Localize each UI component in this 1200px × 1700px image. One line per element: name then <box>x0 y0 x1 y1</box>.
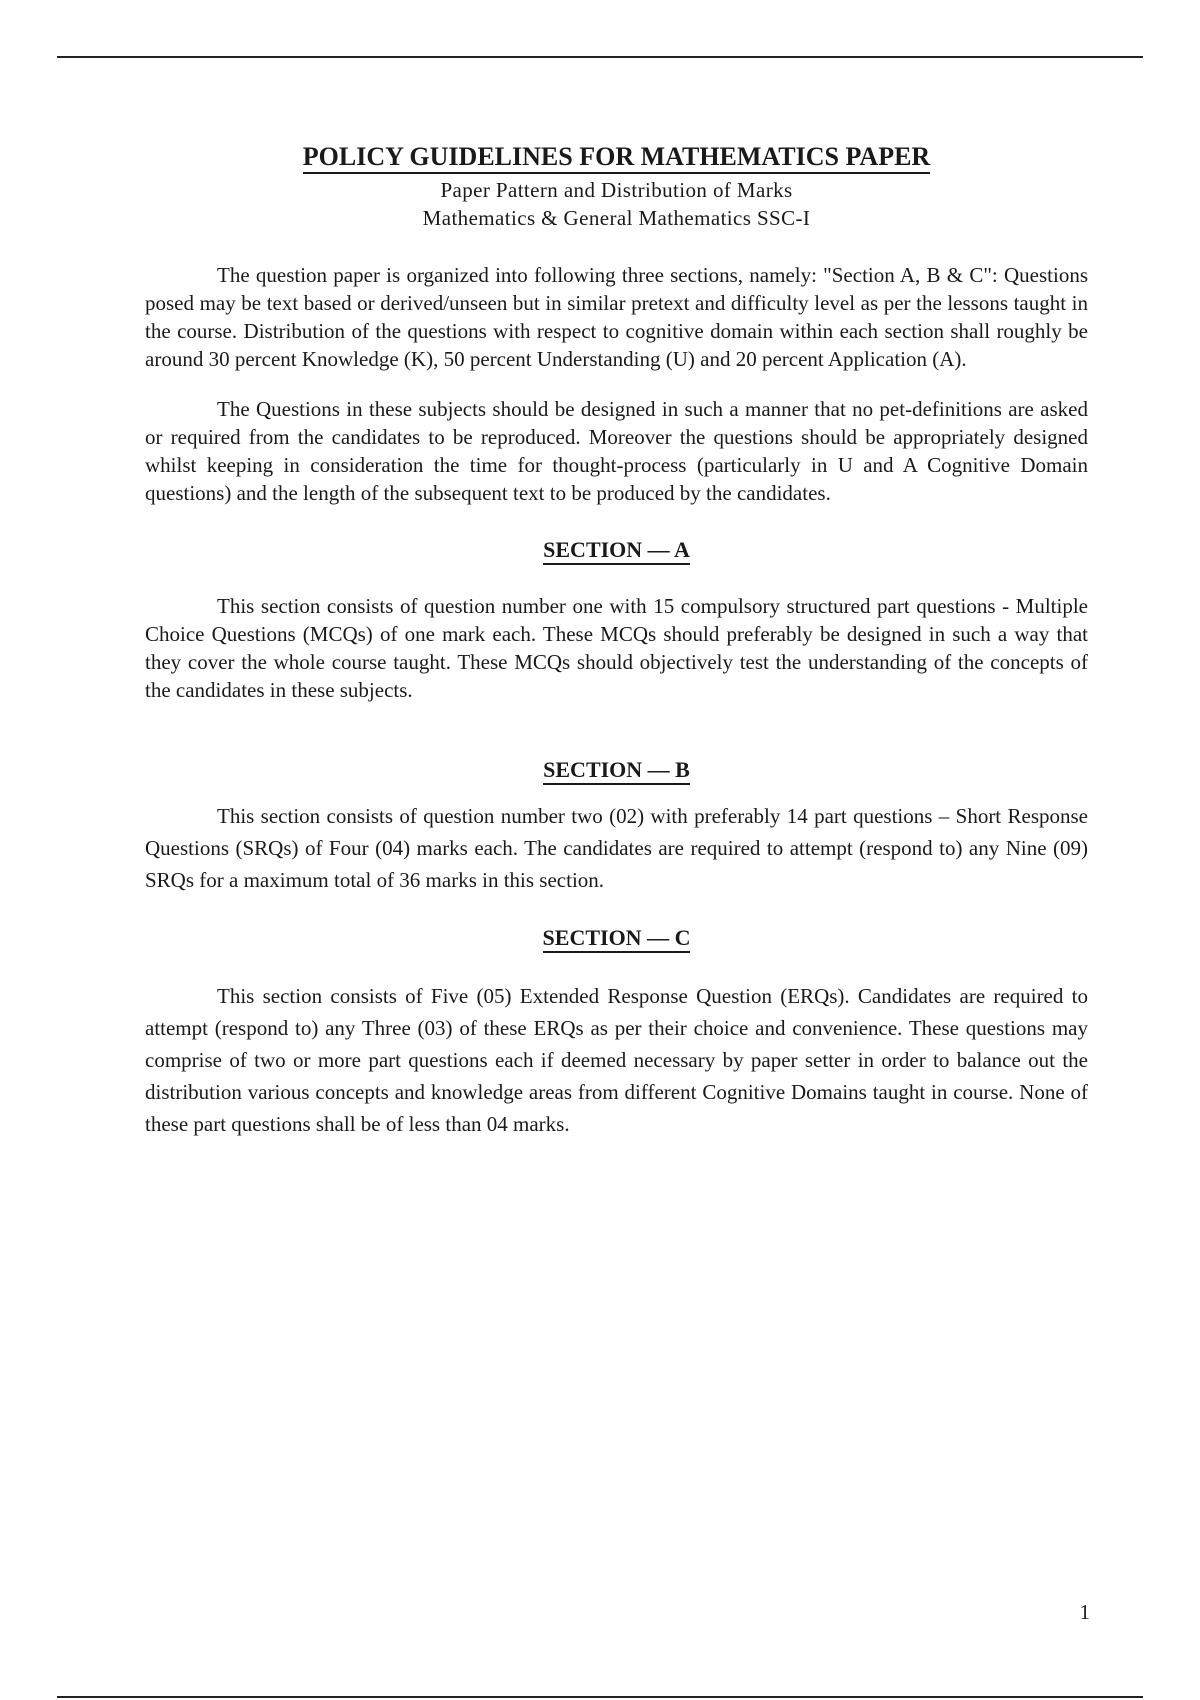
section-b-text: This section consists of question number two (02) with preferably 14 part questions – Short Response Questions (SRQs) of Four (04) marks each. The candidates are required to attempt (respond to) any Nine (09) SRQs for a maximum total of 36 marks in this section. <box>145 804 1088 892</box>
subtitle-paper-pattern: Paper Pattern and Distribution of Marks <box>440 178 793 202</box>
section-a-text: This section consists of question number one with 15 compulsory structured part questions - Multiple Choice Questions (MCQs) of one mark each. These MCQs should preferably be designed in such a way that they cover the whole course taught. These MCQs should objectively test the understanding of the concepts of the candidates in these subjects. <box>145 594 1088 702</box>
header-rule <box>57 56 1143 58</box>
section-a-heading: SECTION — A <box>145 536 1088 564</box>
intro-paragraph-1: The question paper is organized into following three sections, namely: "Section A, B & C": Questions posed may be text based or derived/unseen but in similar pretext and difficulty level as per the lessons taught in the course. Distribution of the questions with respect to cognitive domain within each section shall roughly be around 30 percent Knowledge (K), 50 percent Understanding (U) and 20 percent Application (A). <box>145 263 1088 371</box>
document-body <box>145 140 1088 1140</box>
footer-rule <box>57 1696 1143 1698</box>
intro-paragraph-2: The Questions in these subjects should be designed in such a manner that no pet-definitions are asked or required from the candidates to be reproduced. Moreover the questions should be appropriately designed whilst keeping in consideration the time for thought-process (particularly in U and A Cognitive Domain questions) and the length of the subsequent text to be produced by the candidates. <box>145 397 1088 505</box>
section-b-heading: SECTION — B <box>145 756 1088 784</box>
section-c-heading: SECTION — C <box>145 924 1088 952</box>
page-number: 1 <box>1079 1600 1090 1624</box>
page-title: POLICY GUIDELINES FOR MATHEMATICS PAPER <box>145 140 1088 174</box>
subtitle-subject: Mathematics & General Mathematics SSC-I <box>422 206 811 230</box>
section-c-text: This section consists of Five (05) Extended Response Question (ERQs). Candidates are required to attempt (respond to) any Three (03) of these ERQs as per their choice and convenience. These questions may comprise of two or more part questions each if deemed necessary by paper setter in order to balance out the distribution various concepts and knowledge areas from different Cognitive Domains taught in course. None of these part questions shall be of less than 04 marks. <box>145 984 1088 1136</box>
